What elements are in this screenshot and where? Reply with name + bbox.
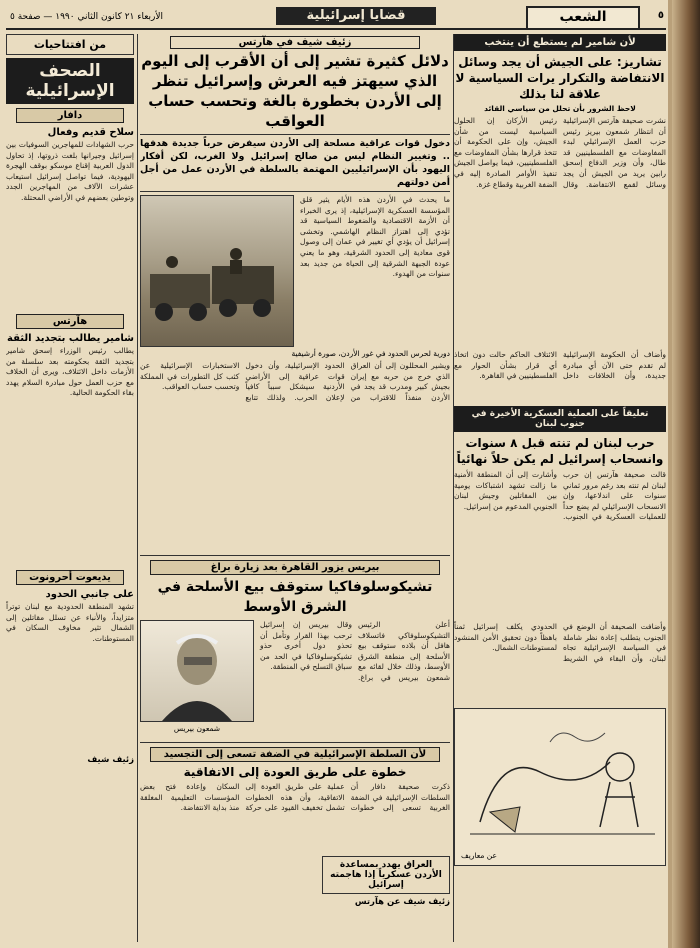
article-body-2: قالت صحيفة هآرتس إن حرب لبنان لم تنته بعد رغم مرور ثماني سنوات على اندلاعها، وإن الانسحاب الإسرائيلي لم يضع حداً للعمليات العسكرية في الجنوب. وأشارت إلى أن المنطقة الأمنية ما زالت تشهد اشتباكات يومية بين المقاتلين وجيش لبنان الجنوبي المدعوم من إسرائيل.: [454, 470, 666, 522]
date-line: الأربعاء ٢١ كانون الثاني ١٩٩٠ — صفحة ٥: [10, 12, 164, 22]
section-title: قضايا إسرائيلية: [276, 7, 436, 25]
article-body-2-continued: وأضافت الصحيفة أن الوضع في الجنوب يتطلب إعادة نظر شاملة في السياسة الإسرائيلية تجاه لبنان، وأن البقاء في الشريط الحدودي يكلف إسرائيل ثمناً باهظاً دون تحقيق الأمن المنشود لمستوطنات الشمال.: [454, 622, 666, 663]
main-headline: دلائل كثيرة تشير إلى أن الأقرب إلى اليوم الذي سيهتز فيه العرش وإسرائيل تنظر إلى الأردن بخطورة بالغة وتحسب حساب العواقب: [141, 52, 449, 130]
editorial-title-1: سلاح قديم وفعال: [47, 127, 134, 138]
photo-caption: دورية لحرس الحدود في غور الأردن، صورة أرشيفية: [291, 349, 450, 358]
section-kicker: من افتتاحيات: [6, 34, 134, 55]
article-body-3: ذكرت صحيفة دافار أن السلطات الإسرائيلية في الضفة الغربية تسعى إلى خطوات عملية على طريق العودة إلى الاتفاقية، وأن هذه الخطوات تشمل تخفيف القيود على حركة السكان وإعادة فتح بعض المؤسسات التعليمية المغلقة منذ بداية الانتفاضة.: [140, 782, 450, 813]
news-photo: [140, 195, 294, 347]
article-body: ما يحدث في الأردن هذه الأيام يثير قلق المؤسسة العسكرية الإسرائيلية، إذ يرى الخبراء أن الأزمة الاقتصادية والضغوط السياسية قد تؤدي إلى اهتزاز النظام الهاشمي. وتخشى إسرائيل أن يؤدي أي تغيير في عمان إلى وصول قوى معادية إلى الحدود الشرقية، وهو ما يعني عودة الجبهة الشرقية إلى الحياة من جديد بعد سنوات من الهدوء.: [300, 195, 450, 279]
section-headline: الصحف الإسرائيلية: [6, 58, 134, 104]
article-author: زئيف شيف عن هآرتس: [354, 897, 450, 907]
newspaper-name: الشعب: [526, 6, 640, 30]
source-label-1: دافار: [16, 108, 124, 123]
article-headline-2: حرب لبنان لم تنته قبل ٨ سنوات وانسحاب إسرائيل لم يكن حلاً نهائياً: [456, 436, 664, 466]
divider: [140, 555, 450, 556]
editorial-cartoon: [454, 708, 666, 866]
portrait-photo: [140, 620, 254, 722]
article-lede: دخول قوات عراقية مسلحة إلى الأردن سيفرض حرباً جديدة هدفها .. وتغيير النظام ليس من صالح إسرائيل ولا الغرب، لكن أفكار اليهود بأن الإسرائيليين المهتمة بالسلطة في الأردن عمل من أجل أمن دولتهم: [140, 134, 450, 192]
article-kicker: لأن شامير لم يستطع أن ينتخب: [454, 34, 666, 51]
source-label-2: هآرتس: [16, 314, 124, 329]
left-column: [6, 34, 134, 942]
masthead: [6, 6, 666, 30]
article-banner: تعليقاً على العملية العسكرية الأخيرة في جنوب لبنان: [454, 406, 666, 432]
cartoon-drawing: [458, 712, 662, 842]
editorial-title-2: شامير يطالب بتجديد الثقة: [7, 333, 134, 344]
middle-column: [140, 34, 450, 942]
editorial-title-3: على جانبي الحدود: [45, 589, 134, 600]
column-divider: [137, 34, 138, 942]
cartoon-caption: عن معاريف: [461, 851, 497, 860]
editorial-body-3: تشهد المنطقة الحدودية مع لبنان توتراً متزايداً، والأنباء عن تسلل مقاتلين إلى الشمال تثير مخاوف السكان في المستوطنات.: [6, 602, 134, 643]
column-author: زئيف شيف: [87, 755, 134, 765]
sub-headline-2: لأن السلطة الإسرائيلية في الضفة تسعى إلى التجسيد: [150, 747, 440, 762]
right-column: [454, 34, 666, 942]
editorial-body-2: يطالب رئيس الوزراء إسحق شامير بتجديد الثقة بحكومته بعد سلسلة من الأزمات داخل الائتلاف، ويرى أن الخلاف مع حزب العمل حول مبادرة السلام يهدد بقاء الحكومة الحالية.: [6, 346, 134, 398]
book-binding: [672, 0, 700, 948]
article-body-2: أعلن الرئيس التشيكوسلوفاكي فاتسلاف هافل أن بلاده ستوقف بيع الأسلحة إلى منطقة الشرق الأوسط، وذلك خلال لقائه مع شمعون بيريس في براغ. وقال بيريس إن إسرائيل ترحب بهذا القرار وتأمل أن تحذو دول أخرى حذو تشيكوسلوفاكيا في الحد من سباق التسلح في المنطقة.: [260, 620, 450, 682]
article-kicker: زئيف شيف في هآرتس: [170, 36, 420, 49]
article-headline-2: تشيكوسلوفاكيا ستوقف بيع الأسلحة في الشرق الأوسط: [157, 579, 433, 615]
jeep-soldiers-photo: [141, 196, 293, 346]
sub-headline: بيريس يزور القاهرة بعد زيارة براغ: [150, 560, 440, 575]
article-headline-3: خطوة على طريق العودة إلى الاتفاقية: [183, 765, 407, 779]
portrait-drawing: [141, 621, 253, 721]
article-body: نشرت صحيفة هآرتس الإسرائيلية أن انتظار شمعون بيريز رئيس حزب العمل الإسرائيلي لبدء المفاوضات مع الفلسطينيين قد طال، وأن وزير الدفاع إسحق رابين يريد من الجيش أن يجد وسائل لقمع الانتفاضة. وقال رئيس الأركان إن الحلول السياسية ليست من شأن الجيش، وإن على الحكومة أن تتخذ قرارها بشأن المفاوضات مع الفلسطينيين، فيما يواصل الجيش تنفيذ الأوامر الصادرة إليه في الضفة الغربية وقطاع غزة.: [454, 116, 666, 189]
page-number: ٥: [657, 10, 664, 21]
article-body-continued: وأضاف أن الحكومة الإسرائيلية لم تقدم حتى الآن أي مبادرة جديدة، وأن الخلافات داخل الائتلاف الحاكم حالت دون اتخاذ أي قرار بشأن الحوار مع الفلسطينيين في القاهرة.: [454, 350, 666, 381]
article-intro: لاحظ الشرور بأن تحلل من سياسي القائد: [484, 104, 636, 113]
sub-headline-3: العراق يهدد بمساعدة الأردن عسكرياً إذا هاجمته إسرائيل: [322, 856, 450, 894]
portrait-caption: شمعون بيريس: [173, 724, 221, 733]
source-label-3: يديعوت أحرونوت: [16, 570, 124, 585]
article-headline: تشاريز: على الجيش أن يجد وسائل الانتفاضة والتكرار يرات السياسية لا علاقة لنا بذلك: [455, 55, 665, 101]
divider: [140, 742, 450, 743]
article-body-continued: ويشير المحللون إلى أن العراق الذي خرج من حربه مع إيران بجيش كبير ومدرب قد يجد في الأردن منفذاً للاقتراب من الحدود الإسرائيلية، وأن دخول قوات عراقية إلى الأراضي الأردنية سيشكل سبباً كافياً لإعلان الحرب. ولذلك تتابع الاستخبارات الإسرائيلية عن كثب كل التطورات في المملكة وتحسب حساب العواقب.: [140, 361, 450, 402]
editorial-body-1: حرب الشهادات للمهاجرين السوفيات بين إسرائيل وجيرانها بلغت ذروتها، إذ تحاول الدول العربية إقناع موسكو بوقف الهجرة اليهودية، فيما تواصل إسرائيل استيعاب عشرات الآلاف من المهاجرين الجدد وتوطين بعضهم في الأراضي المحتلة.: [6, 140, 134, 202]
